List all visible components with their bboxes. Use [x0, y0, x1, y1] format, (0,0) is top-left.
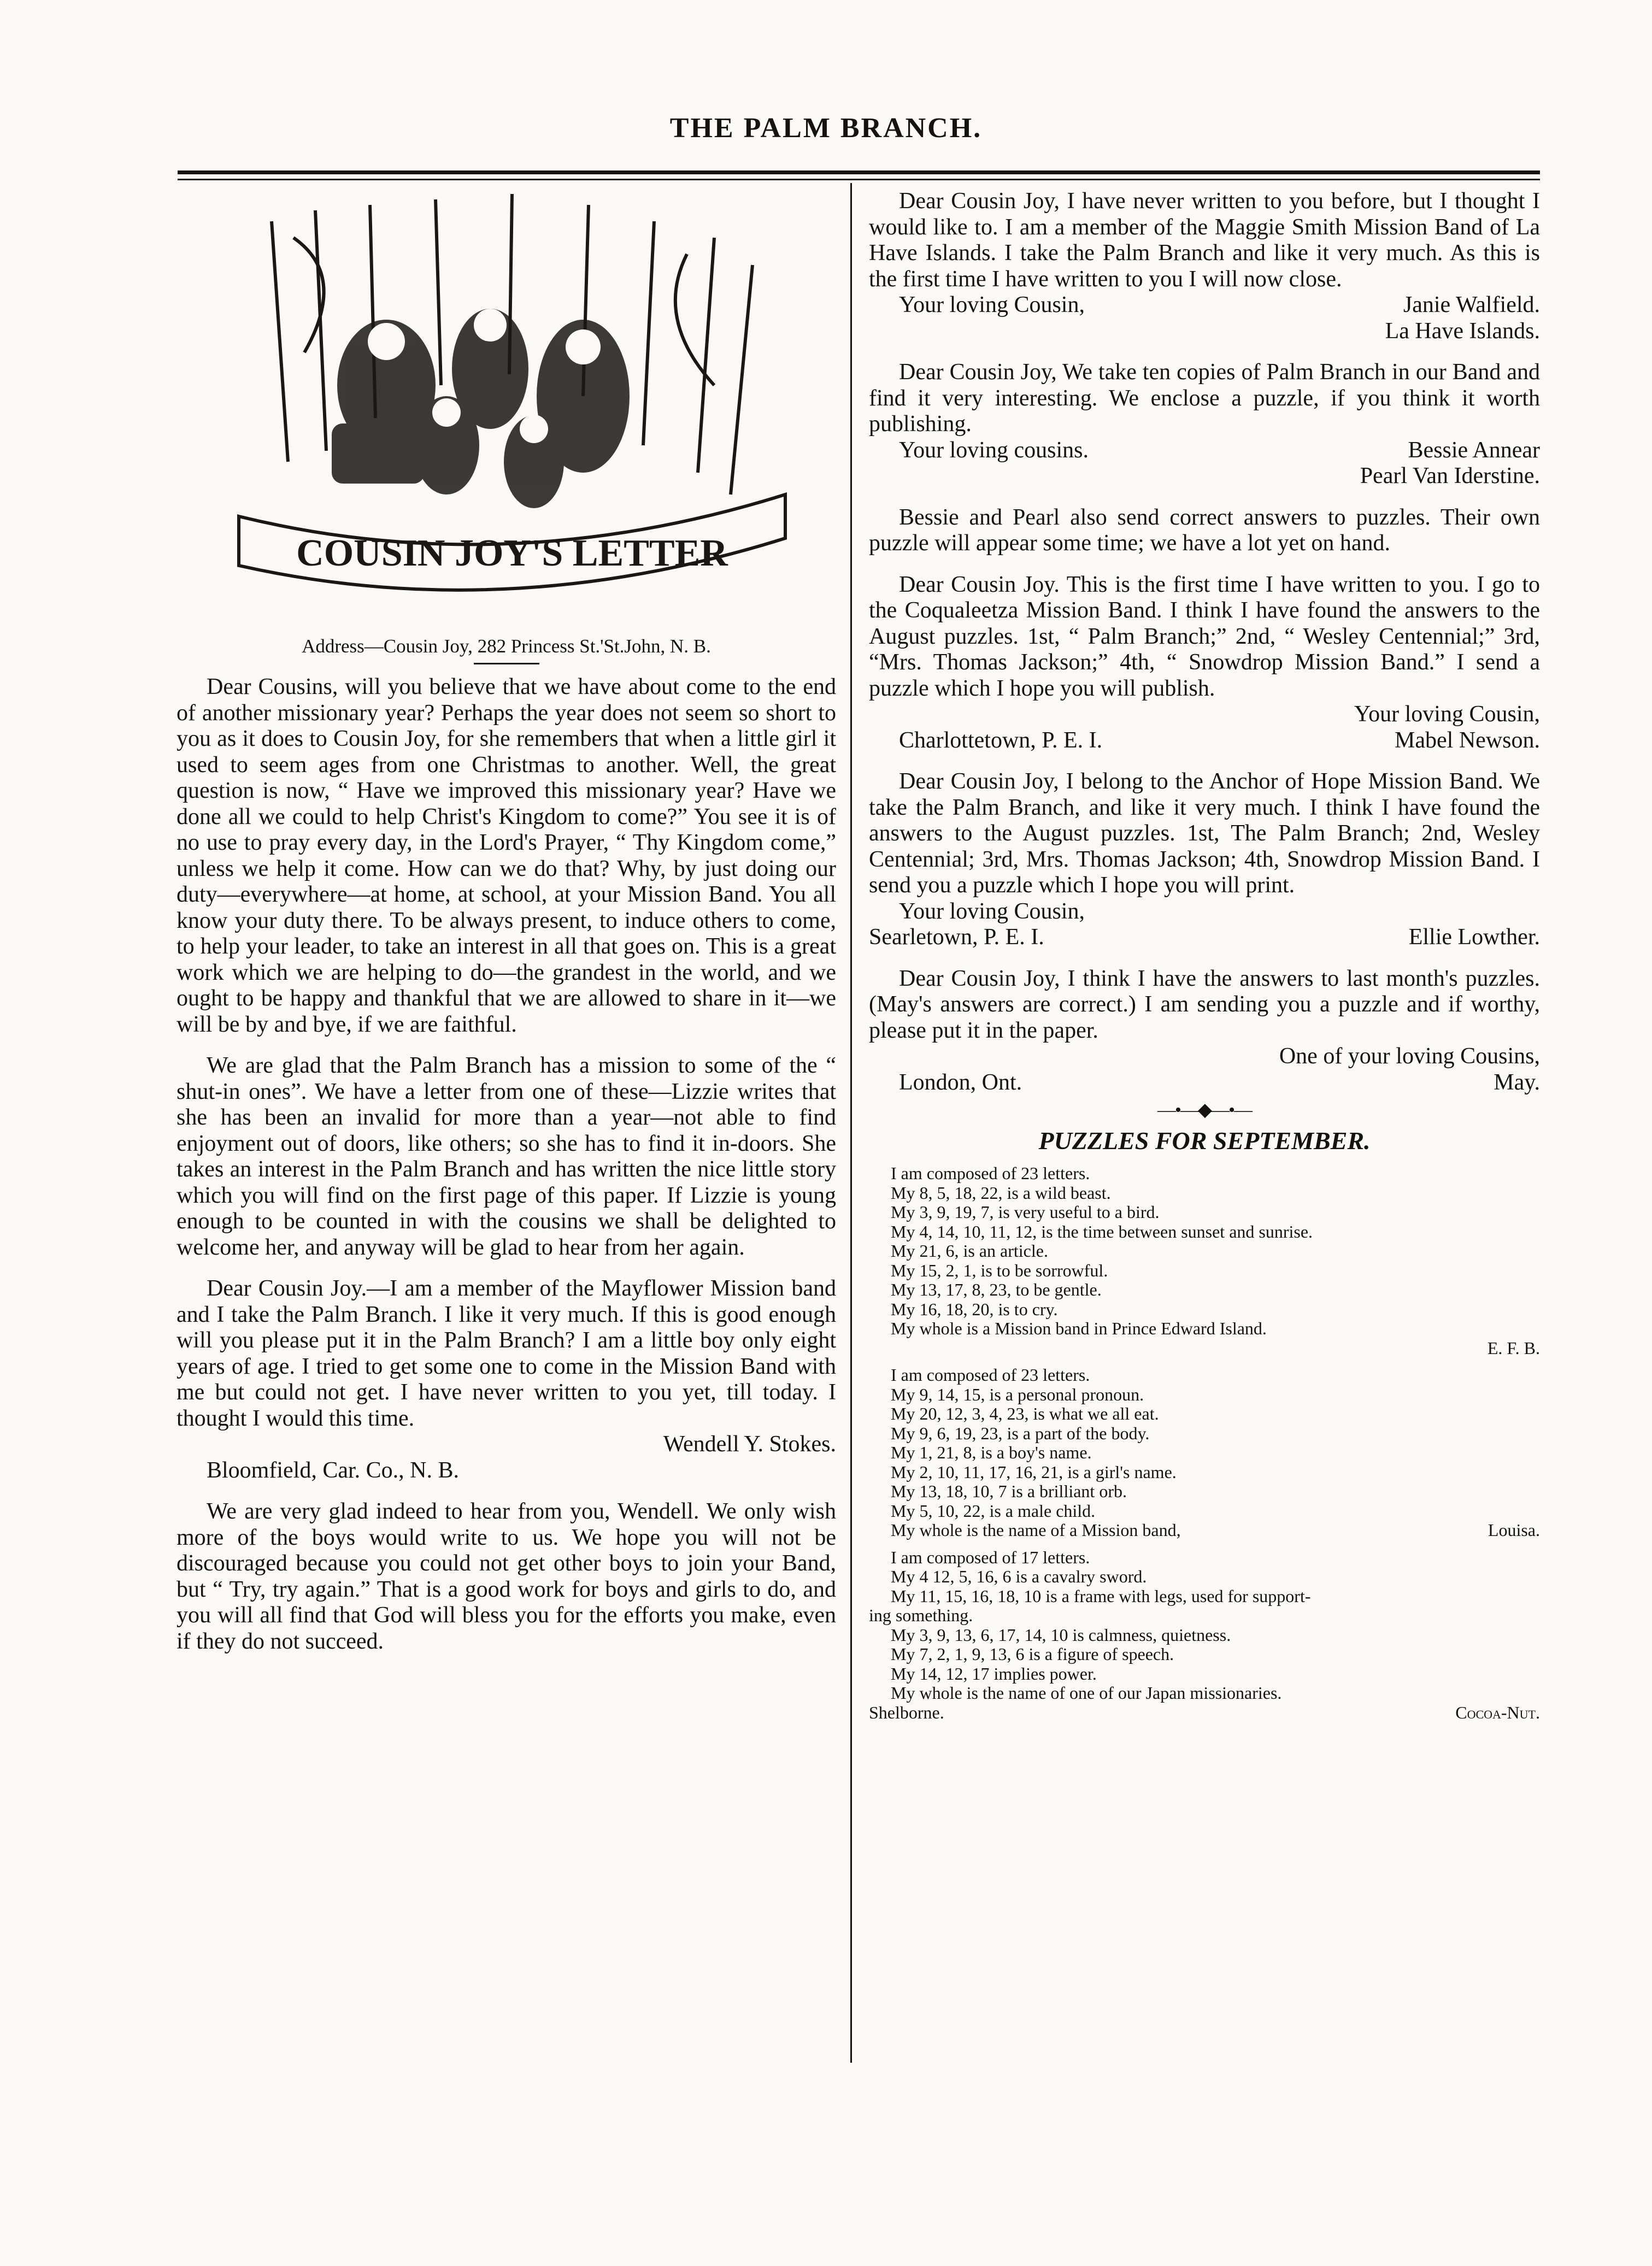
puzzle-line: My 7, 2, 1, 9, 13, 6 is a figure of speech. [891, 1644, 1174, 1664]
puzzle-1 [869, 1164, 1540, 1358]
cousin-joy-illustration [206, 189, 807, 626]
puzzles-title: PUZZLES FOR SEPTEMBER. [1038, 1127, 1371, 1155]
janie-closing-row [869, 292, 1540, 319]
puzzle-line: My 4 12, 5, 16, 6 is a cavalry sword. [891, 1567, 1147, 1586]
puzzle-3-place: Shelborne. [869, 1702, 944, 1722]
ellie-place: Searletown, P. E. I. [869, 925, 1044, 950]
ellie-closing: Your loving Cousin, [899, 898, 1085, 924]
puzzle-line: My 15, 2, 1, is to be sorrowful. [891, 1260, 1108, 1280]
wendell-letter: Dear Cousin Joy.—I am a member of the Mayflower Mission band and I take the Palm Branch. I like it very much. If this is good enough will you please put it in the Palm Branch? I am a little boy only eight years of age. I tried to get some one to come in the Mission Band with me but could not get. I have never written to you yet, till today. I thought I would this time. [177, 1276, 836, 1431]
puzzle-2-last-row [869, 1521, 1540, 1540]
mabel-signature: Mabel Newson. [1395, 727, 1540, 753]
puzzle-line: My 16, 18, 20, is to cry. [891, 1299, 1058, 1319]
may-letter: Dear Cousin Joy, I think I have the answers to last month's puzzles. (May's answers are correct.) I am sending you a puzzle and if worthy, please put it in the paper. [869, 966, 1540, 1043]
shut-in-letter: We are glad that the Palm Branch has a mission to some of the “ shut-in ones”. We have a letter from one of these—Lizzie writes that she has been an invalid for more than a year—not able to find enjoyment out of doors, like others; so she has to find it in-doors. She takes an interest in the Palm Branch and has written the nice little story which you will find on the first page of this paper. If Lizzie is young enough to be counted in with the cousins we shall be delighted to welcome her, and anyway will be glad to hear from her again. [177, 1053, 836, 1260]
janie-closing: Your loving Cousin, [899, 292, 1085, 317]
may-closing: One of your loving Cousins, [1279, 1044, 1540, 1069]
puzzle-line: My 1, 21, 8, is a boy's name. [891, 1443, 1092, 1462]
wendell-signature: Wendell Y. Stokes. [663, 1432, 836, 1457]
header-rule [178, 170, 1540, 174]
may-signature-row [869, 1070, 1540, 1096]
reply-to-wendell: We are very glad indeed to hear from you, Wendell. We only wish more of the boys would write to us. We hope you will not be discouraged because you could not get other boys to join your Band, but “ Try, try again.” That is a good work for boys and girls to do, and you will all find that God will bless you for the efforts you make, even if they do not succeed. [177, 1499, 836, 1654]
puzzle-line: My whole is the name of one of our Japan missionaries. [891, 1683, 1282, 1703]
puzzle-line: My 11, 15, 16, 18, 10 is a frame with legs, used for support- [891, 1586, 1311, 1606]
letter-to-cousins: Dear Cousins, will you believe that we have about come to the end of another missionary year? Perhaps the year does not seem so short to you as it does to Cousin Joy, for she remembers that when a little girl it used to seem ages from one Christmas to another. Well, the great question is now, “ Have we improved this missionary year? Have we done all we could to help Christ's Kingdom to come?” You see it is of no use to pray every day, in the Lord's Prayer, “ Thy Kingdom come,” unless we help it come. How can we do that? Why, by just doing our duty—everywhere—at home, at school, at your Mission Band. You all know your duty there. To be always present, to induce others to come, to help your leader, to take an interest in all that goes on. This is a great work which we are helping to do—the grandest in the world, and we ought to be happy and thankful that we are allowed to share in it—we will be by and bye, if we are faithful. [177, 674, 836, 1037]
ellie-signature: Ellie Lowther. [1408, 925, 1540, 950]
may-signature: May. [1494, 1069, 1540, 1095]
puzzle-line: My whole is a Mission band in Prince Edward Island. [891, 1319, 1267, 1338]
puzzle-line: My 9, 6, 19, 23, is a part of the body. [891, 1423, 1150, 1443]
illustration-banner-text: COUSIN JOY'S LETTER [296, 532, 728, 574]
puzzle-1-signature: E. F. B. [1487, 1338, 1540, 1358]
may-place: London, Ont. [899, 1069, 1022, 1095]
engraving-image [206, 189, 807, 626]
ellie-letter: Dear Cousin Joy, I belong to the Anchor of Hope Mission Band. We take the Palm Branch, and like it very much. I think I have found the answers to the August puzzles. 1st, The Palm Branch; 2nd, Wesley Centennial; 3rd, Mrs. Thomas Jackson; 4th, Snowdrop Mission Band. I send you a puzzle which I hope you will print. [869, 769, 1540, 898]
address-line: Address—Cousin Joy, 282 Princess St.'St.John, N. B. [302, 635, 711, 657]
puzzle-2 [869, 1366, 1540, 1540]
puzzle-3-signature: Cocoa-Nut. [1455, 1702, 1540, 1722]
ellie-signature-row [869, 925, 1540, 951]
left-column [177, 189, 836, 1670]
pearl-signature: Pearl Van Iderstine. [1360, 463, 1540, 488]
wendell-place: Bloomfield, Car. Co., N. B. [207, 1457, 459, 1483]
bessie-signature: Bessie Annear [1408, 437, 1540, 463]
puzzle-line: My 20, 12, 3, 4, 23, is what we all eat. [891, 1404, 1159, 1423]
bessie-pearl-letter: Dear Cousin Joy, We take ten copies of Palm Branch in our Band and find it very interesting. We enclose a puzzle, if you think it worth publishing. [869, 360, 1540, 437]
puzzle-line: My 13, 18, 10, 7 is a brilliant orb. [891, 1481, 1127, 1501]
column-divider [850, 183, 852, 2063]
header-rule-thin [178, 179, 1540, 180]
mabel-closing: Your loving Cousin, [1354, 702, 1540, 727]
bessie-closing: Your loving cousins. [899, 437, 1089, 463]
mabel-letter: Dear Cousin Joy. This is the first time I have written to you. I go to the Coqualeetza Mission Band. I think I have found the answers to the August puzzles. 1st, “ Palm Branch;” 2nd, “ Wesley Centennial;” 3rd, “Mrs. Thomas Jackson;” 4th, “ Snowdrop Mission Band.” I send a puzzle which I hope you will publish. [869, 572, 1540, 701]
puzzle-line: My 4, 14, 10, 11, 12, is the time between sunset and sunrise. [891, 1221, 1313, 1241]
puzzle-line: My 9, 14, 15, is a personal pronoun. [891, 1384, 1144, 1404]
puzzle-line: My 21, 6, is an article. [891, 1241, 1048, 1261]
janie-letter: Dear Cousin Joy, I have never written to you before, but I thought I would like to. I am a member of the Maggie Smith Mission Band of La Have Islands. I take the Palm Branch and like it very much. As this is the first time I have written to you I will now close. [869, 189, 1540, 292]
puzzle-3-signature-row [869, 1703, 1540, 1723]
right-column [869, 189, 1540, 1730]
puzzle-line: My 5, 10, 22, is a male child. [891, 1500, 1096, 1521]
janie-signature: Janie Walfield. [1403, 292, 1540, 317]
puzzle-line: My 8, 5, 18, 22, is a wild beast. [891, 1182, 1111, 1203]
page-title: THE PALM BRANCH. [669, 113, 983, 144]
mabel-place: Charlottetown, P. E. I. [899, 727, 1103, 753]
puzzle-line: ing something. [869, 1605, 973, 1625]
puzzle-line: My 3, 9, 19, 7, is very useful to a bird. [891, 1202, 1160, 1222]
janie-place: La Have Islands. [1385, 318, 1540, 344]
puzzle-line: My 14, 12, 17 implies power. [891, 1663, 1097, 1684]
bessie-closing-row [869, 438, 1540, 464]
puzzle-line: I am composed of 23 letters. [891, 1365, 1090, 1385]
puzzle-line: My 2, 10, 11, 17, 16, 21, is a girl's name. [891, 1462, 1177, 1482]
puzzle-line: My 3, 9, 13, 6, 17, 14, 10 is calmness, quietness. [891, 1625, 1231, 1645]
puzzle-3 [869, 1548, 1540, 1723]
bessie-pearl-note: Bessie and Pearl also send correct answers to puzzles. Their own puzzle will appear some time; we have a lot yet on hand. [869, 504, 1540, 556]
puzzle-line: My whole is the name of a Mission band, [891, 1520, 1181, 1540]
mabel-signature-row [869, 728, 1540, 754]
puzzle-line: I am composed of 23 letters. [891, 1163, 1090, 1183]
puzzle-line: My 13, 17, 8, 23, to be gentle. [891, 1280, 1102, 1299]
ornament-divider: —•—◆—•— [1157, 1100, 1251, 1120]
short-rule [474, 663, 539, 664]
puzzle-line: I am composed of 17 letters. [891, 1547, 1090, 1567]
puzzle-2-signature: Louisa. [1488, 1520, 1540, 1540]
